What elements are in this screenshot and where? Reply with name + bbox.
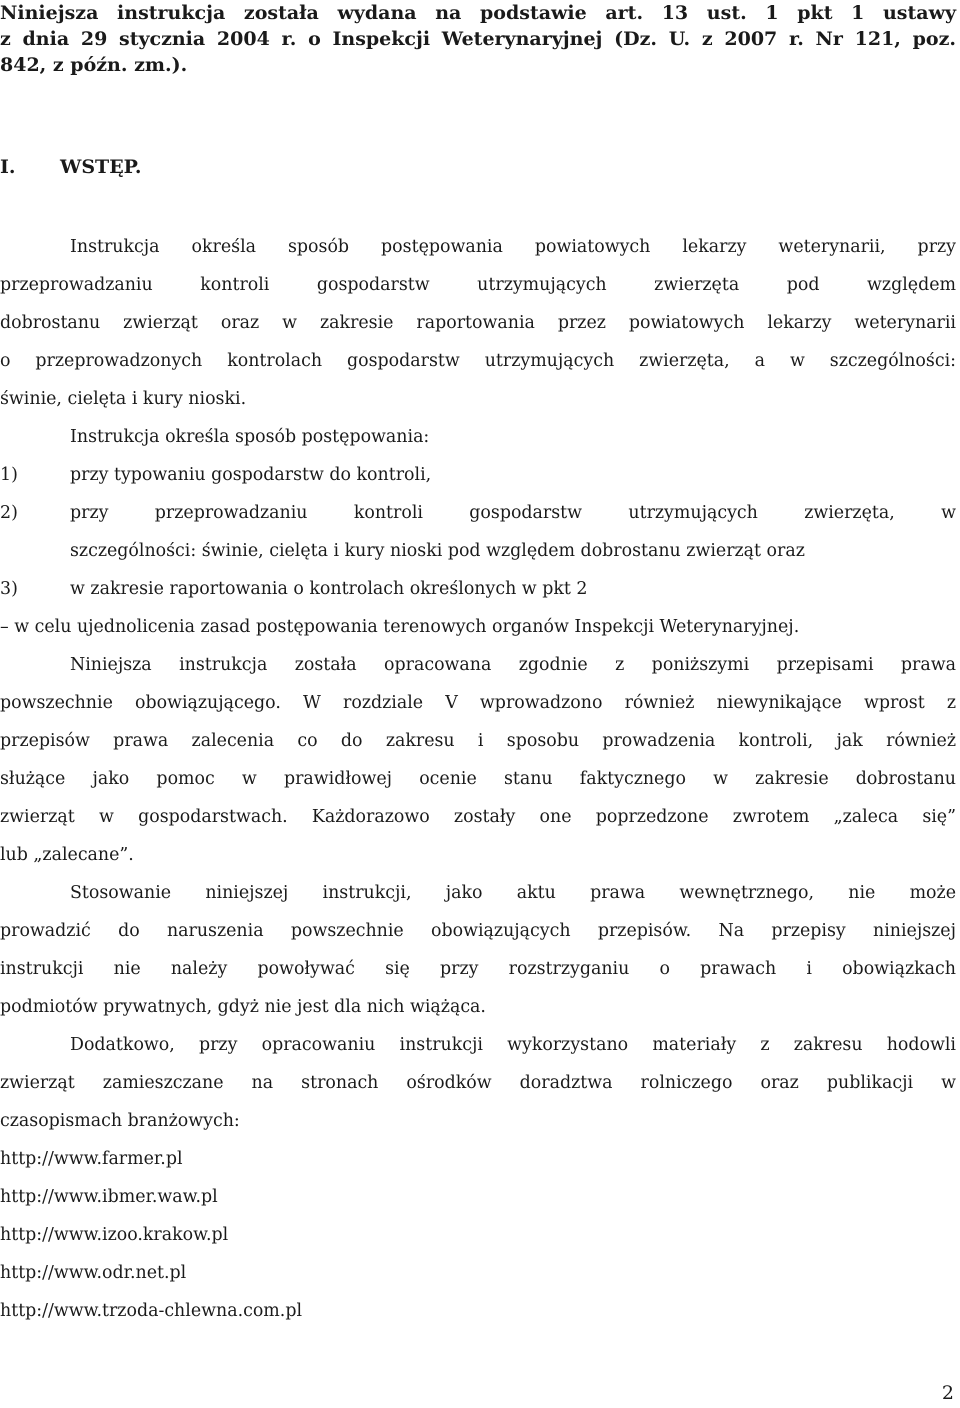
section-number: I.: [0, 156, 16, 178]
list-item-continuation: szczególności: świnie, cielęta i kury nioski pod względem dobrostanu zwierząt oraz: [70, 541, 805, 561]
intro-paragraph: [0, 228, 956, 418]
text-line: dobrostanu zwierząt oraz w zakresie raportowania przez powiatowych lekarzy weterynarii: [0, 313, 956, 333]
text-line: Dodatkowo, przy opracowaniu instrukcji wykorzystano materiały z zakresu hodowli: [70, 1035, 956, 1055]
text-line: podmiotów prywatnych, gdyż nie jest dla nich wiążąca.: [0, 997, 486, 1017]
page-number: 2: [941, 1382, 954, 1404]
text-line: czasopismach branżowych:: [0, 1111, 240, 1131]
text-line: prowadzić do naruszenia powszechnie obowiązujących przepisów. Na przepisy niniejszej: [0, 921, 956, 941]
list-item-number: 2): [0, 503, 18, 523]
text-line: Niniejsza instrukcja została opracowana zgodnie z poniższymi przepisami prawa: [70, 655, 956, 675]
section-heading: [0, 154, 141, 180]
source-link[interactable]: http://www.izoo.krakow.pl: [0, 1225, 229, 1245]
text-line: przepisów prawa zalecenia co do zakresu i sposobu prowadzenia kontroli, jak również: [0, 731, 956, 751]
source-link[interactable]: http://www.ibmer.waw.pl: [0, 1187, 218, 1207]
list-item-number: 3): [0, 579, 18, 599]
text-line: o przeprowadzonych kontrolach gospodarstw utrzymujących zwierzęta, a w szczególności:: [0, 351, 956, 371]
list-item: [0, 494, 956, 532]
text-line: Stosowanie niniejszej instrukcji, jako aktu prawa wewnętrznego, nie może: [70, 883, 956, 903]
application-paragraph: [0, 874, 956, 1026]
source-link[interactable]: http://www.odr.net.pl: [0, 1263, 187, 1283]
document-body: [0, 228, 956, 1330]
text-line: zwierząt w gospodarstwach. Każdorazowo zostały one poprzedzone zwrotem „zaleca się”: [0, 807, 956, 827]
legal-basis-header: [0, 0, 956, 78]
text-line: Instrukcja określa sposób postępowania powiatowych lekarzy weterynarii, przy: [70, 237, 956, 257]
text-line: lub „zalecane”.: [0, 845, 134, 865]
text-line: przeprowadzaniu kontroli gospodarstw utrzymujących zwierzęta pod względem: [0, 275, 956, 295]
scope-list: [0, 418, 956, 646]
text-line: zwierząt zamieszczane na stronach ośrodków doradztwa rolniczego oraz publikacji w: [0, 1073, 956, 1093]
list-closing: – w celu ujednolicenia zasad postępowania terenowych organów Inspekcji Weterynaryjnej.: [0, 617, 800, 637]
list-lead: Instrukcja określa sposób postępowania:: [70, 427, 430, 447]
header-line: Niniejsza instrukcja została wydana na podstawie art. 13 ust. 1 pkt 1 ustawy: [0, 2, 956, 24]
text-line: świnie, cielęta i kury nioski.: [0, 389, 247, 409]
law-paragraph: [0, 646, 956, 874]
section-title: WSTĘP.: [60, 156, 142, 178]
list-item-text: w zakresie raportowania o kontrolach określonych w pkt 2: [70, 579, 588, 599]
text-line: instrukcji nie należy powoływać się przy rozstrzyganiu o prawach i obowiązkach: [0, 959, 956, 979]
list-item-number: 1): [0, 465, 18, 485]
source-links: [0, 1140, 956, 1330]
source-link[interactable]: http://www.trzoda-chlewna.com.pl: [0, 1301, 303, 1321]
source-link[interactable]: http://www.farmer.pl: [0, 1149, 183, 1169]
list-item: [0, 456, 956, 494]
list-item-text: przy typowaniu gospodarstw do kontroli,: [70, 465, 432, 485]
list-item: [0, 570, 956, 608]
list-item-text: przy przeprowadzaniu kontroli gospodarstw utrzymujących zwierzęta, w: [70, 503, 956, 523]
header-line: z dnia 29 stycznia 2004 r. o Inspekcji Weterynaryjnej (Dz. U. z 2007 r. Nr 121, poz.: [0, 28, 956, 50]
text-line: powszechnie obowiązującego. W rozdziale V wprowadzono również niewynikające wprost z: [0, 693, 956, 713]
sources-paragraph: [0, 1026, 956, 1140]
header-line: 842, z późn. zm.).: [0, 54, 188, 76]
text-line: służące jako pomoc w prawidłowej ocenie stanu faktycznego w zakresie dobrostanu: [0, 769, 956, 789]
